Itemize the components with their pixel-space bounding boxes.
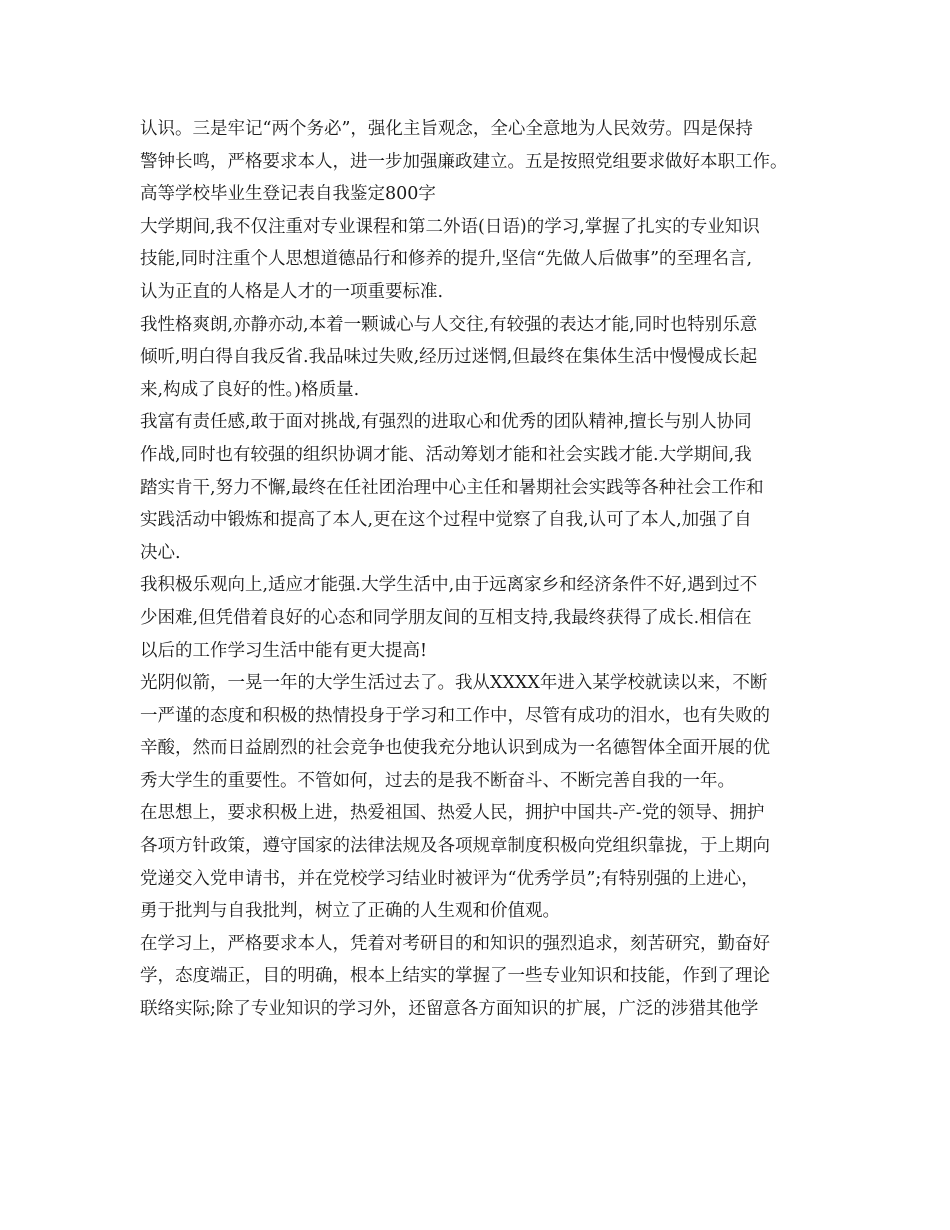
text-line: 来,构成了良好的性。)格质量. <box>140 379 360 400</box>
text-line: 党递交入党申请书，并在党校学习结业时被评为“优秀学员”;有特别强的上进心， <box>140 868 759 889</box>
text-line: 以后的工作学习生活中能有更大提高! <box>140 640 428 661</box>
text-line: 光阴似箭，一晃一年的大学生活过去了。我从XXXX年进入某学校就读以来，不断 <box>140 673 768 694</box>
text-line: 学，态度端正，目的明确，根本上结实的掌握了一些专业知识和技能，作到了理论 <box>140 966 770 987</box>
text-line: 踏实肯干,努力不懈,最终在任社团治理中心主任和暑期社会实践等各种社会工作和 <box>140 477 764 498</box>
text-line: 辛酸，然而日益剧烈的社会竞争也使我充分地认识到成为一名德智体全面开展的优 <box>140 738 770 759</box>
text-line: 认为正直的人格是人才的一项重要标准. <box>140 281 444 302</box>
text-line: 秀大学生的重要性。不管如何，过去的是我不断奋斗、不断完善自我的一年。 <box>140 770 735 791</box>
text-line: 实践活动中锻炼和提高了本人,更在这个过程中觉察了自我,认可了本人,加强了自 <box>140 510 752 531</box>
text-line: 作战,同时也有较强的组织协调才能、活动筹划才能和社会实践才能.大学期间,我 <box>140 444 752 465</box>
text-line: 勇于批判与自我批判，树立了正确的人生观和价值观。 <box>140 901 560 922</box>
document-body <box>140 113 830 1026</box>
text-line: 技能,同时注重个人思想道德品行和修养的提升,坚信“先做人后做事”的至理名言, <box>140 249 753 270</box>
text-line: 各项方针政策，遵守国家的法律法规及各项规章制度积极向党组织靠拢，于上期向 <box>140 836 770 857</box>
text-line: 决心. <box>140 542 181 563</box>
text-line: 一严谨的态度和积极的热情投身于学习和工作中，尽管有成功的泪水，也有失败的 <box>140 705 770 726</box>
text-line: 倾听,明白得自我反省.我品味过失败,经历过迷惘,但最终在集体生活中慢慢成长起 <box>140 347 758 368</box>
text-line: 在学习上，严格要求本人，凭着对考研目的和知识的强烈追求，刻苦研究，勤奋好 <box>140 933 770 954</box>
text-line: 大学期间,我不仅注重对专业课程和第二外语(日语)的学习,掌握了扎实的专业知识 <box>140 216 760 237</box>
text-line: 我积极乐观向上,适应才能强.大学生活中,由于远离家乡和经济条件不好,遇到过不 <box>140 575 758 596</box>
section-heading: 高等学校毕业生登记表自我鉴定800字 <box>140 184 436 205</box>
text-line: 警钟长鸣，严格要求本人，进一步加强廉政建立。五是按照党组要求做好本职工作。 <box>140 151 788 172</box>
text-line: 我性格爽朗,亦静亦动,本着一颗诚心与人交往,有较强的表达才能,同时也特别乐意 <box>140 314 758 335</box>
text-line: 我富有责任感,敢于面对挑战,有强烈的进取心和优秀的团队精神,擅长与别人协同 <box>140 412 752 433</box>
text-line: 认识。三是牢记“两个务必”，强化主旨观念，全心全意地为人民效劳。四是保持 <box>140 119 753 139</box>
text-line: 少困难,但凭借着良好的心态和同学朋友间的互相支持,我最终获得了成长.相信在 <box>140 607 752 628</box>
text-line: 联络实际;除了专业知识的学习外，还留意各方面知识的扩展，广泛的涉猎其他学 <box>140 999 759 1020</box>
text-line: 在思想上，要求积极上进，热爱祖国、热爱人民，拥护中国共-产-党的领导、拥护 <box>140 803 765 824</box>
